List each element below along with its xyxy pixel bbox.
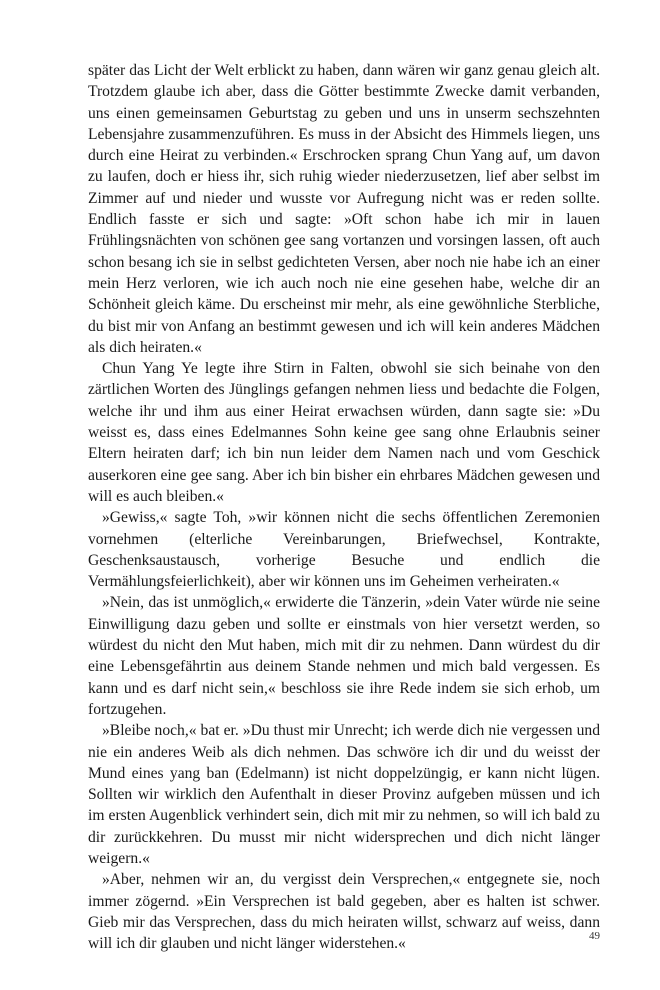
paragraph-aber: »Aber, nehmen wir an, du vergisst dein Versprechen,« entgegnete sie, noch immer zögernd. »Ein Versprechen ist bald gegeben, aber es halten ist schwer. Gieb mir das Versprechen, dass du mich heiraten willst, schwarz auf weiss, dann will ich dir glauben und nicht länger widerstehen.« bbox=[88, 871, 600, 953]
page-body bbox=[88, 60, 600, 954]
paragraph-continuation: später das Licht der Welt erblickt zu haben, dann wären wir ganz genau gleich alt. Trotzdem glaube ich aber, dass die Götter bestimmte Zwecke damit verbanden, uns einen gemeinsamen Geburtstag zu geben und uns in unserm sechszehnten Lebensjahre zusammenzuführen. Es muss in der Absicht des Himmels liegen, uns durch eine Heirat zu verbinden.« Erschrocken sprang Chun Yang auf, um davon zu laufen, doch er hiess ihr, sich ruhig wieder niederzusetzen, lief aber selbst im Zimmer auf und nieder und wusste vor Aufregung nicht was er reden sollte. Endlich fasste er sich und sagte: »Oft schon habe ich mir in lauen Frühlingsnächten von schönen gee sang vortanzen und vorsingen lassen, oft auch schon besang ich sie in selbst gedichteten Versen, aber noch nie habe ich an einer mein Herz verloren, wie ich auch noch nie eine gesehen habe, welche dir an Schönheit gleich käme. Du erscheinst mir mehr, als eine gewöhnliche Sterbliche, du bist mir von Anfang an bestimmt gewesen und ich will kein anderes Mädchen als dich heiraten.« bbox=[88, 62, 600, 356]
paragraph-nein: »Nein, das ist unmöglich,« erwiderte die Tänzerin, »dein Vater würde nie seine Einwilligung dazu geben und sollte er einstmals von hier versetzt werden, so würdest du nicht den Mut haben, mich mit dir zu nehmen. Dann würdest du dir eine Lebensgefährtin aus deinem Stande nehmen und mich bald vergessen. Es kann und es darf nicht sein,« beschloss sie ihre Rede indem sie sich erhob, um fortzugehen. bbox=[88, 594, 600, 718]
paragraph-gewiss: »Gewiss,« sagte Toh, »wir können nicht die sechs öffentlichen Zeremonien vornehmen (elterliche Vereinbarungen, Briefwechsel, Kontrakte, Geschenksaustausch, vorherige Besuche und endlich die Vermählungsfeierlichkeit), aber wir können uns im Geheimen verheiraten.« bbox=[88, 509, 600, 591]
paragraph-bleibe-noch: »Bleibe noch,« bat er. »Du thust mir Unrecht; ich werde dich nie vergessen und nie ein anderes Weib als dich nehmen. Das schwöre ich dir und du weisst der Mund eines yang ban (Edelmann) ist nicht doppelzüngig, er kann nicht lügen. Sollten wir wirklich den Aufenthalt in dieser Provinz aufgeben müssen und ich im ersten Augenblick verhindert sein, dich mit mir zu nehmen, so will ich bald zu dir zurückkehren. Du musst mir nicht widersprechen und dich nicht länger weigern.« bbox=[88, 722, 600, 867]
page-number: 49 bbox=[589, 930, 600, 942]
paragraph-chun-yang-ye: Chun Yang Ye legte ihre Stirn in Falten, obwohl sie sich beinahe von den zärtlichen Worten des Jünglings gefangen nehmen liess und bedachte die Folgen, welche ihr und ihm aus einer Heirat erwachsen würden, dann sagte sie: »Du weisst es, dass eines Edelmannes Sohn keine gee sang ohne Erlaubnis seiner Eltern heiraten darf; ich bin nun leider dem Namen nach und vom Geschick auserkoren eine gee sang. Aber ich bin bisher ein ehrbares Mädchen gewesen und will es auch bleiben.« bbox=[88, 360, 600, 505]
